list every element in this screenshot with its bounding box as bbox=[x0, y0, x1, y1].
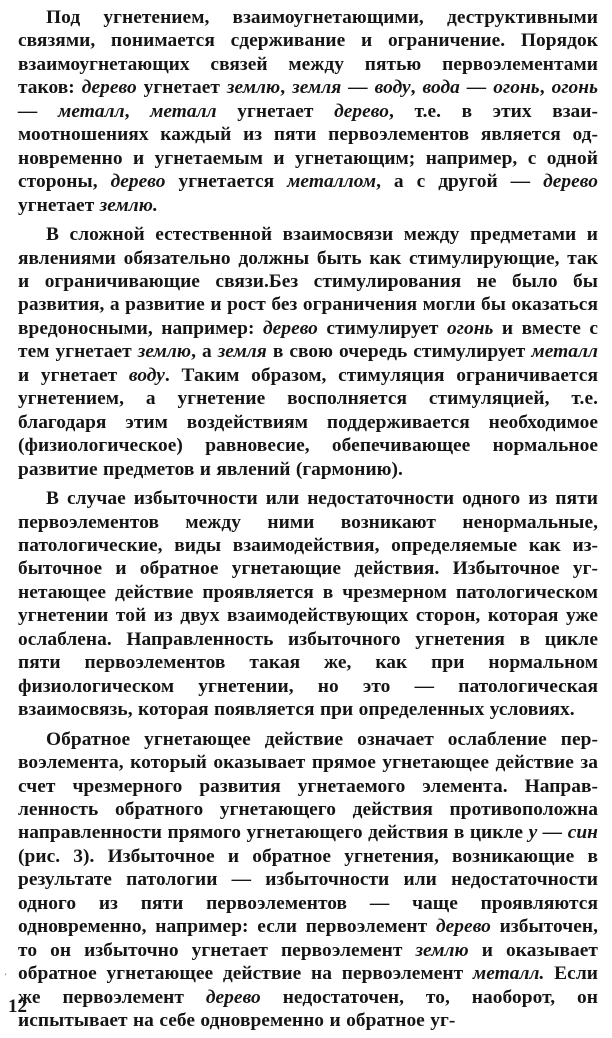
italic-term: металлом bbox=[287, 171, 377, 193]
italic-term: землю. bbox=[99, 194, 158, 216]
text-run: стимулирует bbox=[317, 317, 447, 339]
text-run: , bbox=[410, 77, 423, 99]
italic-term: металл. bbox=[472, 963, 545, 985]
italic-term: земля — воду bbox=[292, 77, 411, 99]
text-run: В сложной естественной взаимосвязи между предметами и явлениями обязательно должны быть как стимулирующие, так и ограничивающие связи.Без стимулирования не было бы развития, а развитие и рост без ограничения могли бы оказаться вредоносными, например: bbox=[18, 224, 598, 339]
italic-term: дерево bbox=[543, 171, 598, 193]
italic-term: землю bbox=[137, 341, 192, 363]
text-run: угнетает bbox=[136, 77, 227, 99]
text-run: , bbox=[539, 77, 552, 99]
italic-term: дерево bbox=[334, 100, 390, 122]
text-run: избыточен, то он избыточно угнетает первоэлемент bbox=[18, 916, 598, 961]
italic-term: у — син bbox=[528, 822, 598, 844]
text-run: и угнетает bbox=[18, 364, 129, 386]
text-run: угнетается bbox=[165, 171, 288, 193]
text-run: В случае избыточности или недостаточности одного из пяти первоэлементов между ними возникают ненормальные, патологические, виды взаимодействия, определяемые как избыточное и обратное угнетающие действия. Избыточное угнетающее действие проявляется в чрезмерном патологическом угнетении той из двух взаимодействующих сторон, которая уже ослаблена. Направленность избыточного угнетения в цикле пяти первоэлементов такая же, как при нормальном физиологическом угнетении, но это — патологическая взаимосвязь, которая появляется при определенных условиях. bbox=[18, 488, 598, 721]
margin-dot: ' bbox=[5, 972, 7, 981]
text-run: и оказывает обратное угнетающее действие на первоэлемент bbox=[18, 939, 599, 985]
text-run: в свою очередь стимулирует bbox=[266, 341, 532, 363]
paragraph-3 bbox=[18, 487, 598, 722]
italic-term: воду bbox=[128, 364, 165, 386]
text-run: угнетает bbox=[18, 194, 100, 216]
italic-term: дерево bbox=[110, 171, 166, 193]
italic-term: вода — огонь bbox=[422, 77, 540, 99]
italic-term: дерево bbox=[263, 317, 318, 339]
page-body bbox=[18, 6, 598, 1038]
italic-term: земля bbox=[217, 341, 267, 363]
italic-term: огонь bbox=[447, 317, 494, 339]
italic-term: дерево bbox=[205, 986, 261, 1008]
italic-term: металл bbox=[150, 100, 217, 122]
paragraph-4 bbox=[18, 728, 598, 1033]
text-run: Под угнетением, взаимоугнетающими, деструктивными связями, понимается сдерживание и ограничение. Порядок взаимоугнетающих связей между пятью первоэлементами таков: bbox=[18, 7, 598, 99]
text-run: угнетает bbox=[216, 100, 335, 122]
italic-term: металл bbox=[531, 341, 598, 363]
text-run: , bbox=[280, 77, 293, 99]
text-run: Обратное угнетающее действие означает ослабление первоэлемента, который оказывает прямое угнетающее действие за счет чрезмерного развития угнетаемого элемента. Направленность обратного угнетающего действия противоположна направленности прямого угнетающего действия в цикле bbox=[18, 728, 598, 844]
text-run: , bbox=[124, 100, 151, 122]
text-run: , а с другой — bbox=[376, 171, 544, 193]
text-run: Если же первоэлемент bbox=[18, 963, 598, 1008]
italic-term: землю bbox=[415, 939, 469, 961]
text-run: и вместе с тем угнетает bbox=[18, 317, 598, 363]
text-run: . Таким образом, стимуляция ограничивается угнетением, а угнетение восполняется стимуляцией, т.е. благодаря этим воздействиям поддерживается необходимое (физиологическое) равновесие, обепечивающее нормальное развитие предметов и явлений (гармонию). bbox=[18, 364, 598, 480]
italic-term: огонь — металл bbox=[18, 77, 599, 122]
italic-term: дерево bbox=[81, 77, 137, 99]
text-run: недостаточен, то, наоборот, он испытывает на себе одновременно и обратное уг- bbox=[18, 986, 598, 1032]
paragraph-1 bbox=[18, 6, 598, 217]
text-run: (рис. 3). Избыточное и обратное угнетения, возникающие в результате патологии — избыточности или недостаточности одного из пяти первоэлементов — чаще проявляются одновременно, например: если первоэлемент bbox=[18, 845, 598, 938]
italic-term: дерево bbox=[435, 916, 491, 938]
paragraph-2 bbox=[18, 223, 598, 481]
text-run: , т.е. в этих взаимоотношениях каждый из пяти первоэлементов является одновременно и угнетаемым и угнетающим; например, с одной стороны, bbox=[18, 100, 598, 193]
text-run: , а bbox=[191, 341, 218, 363]
page-number: 12 bbox=[8, 996, 27, 1017]
italic-term: землю bbox=[226, 77, 281, 99]
